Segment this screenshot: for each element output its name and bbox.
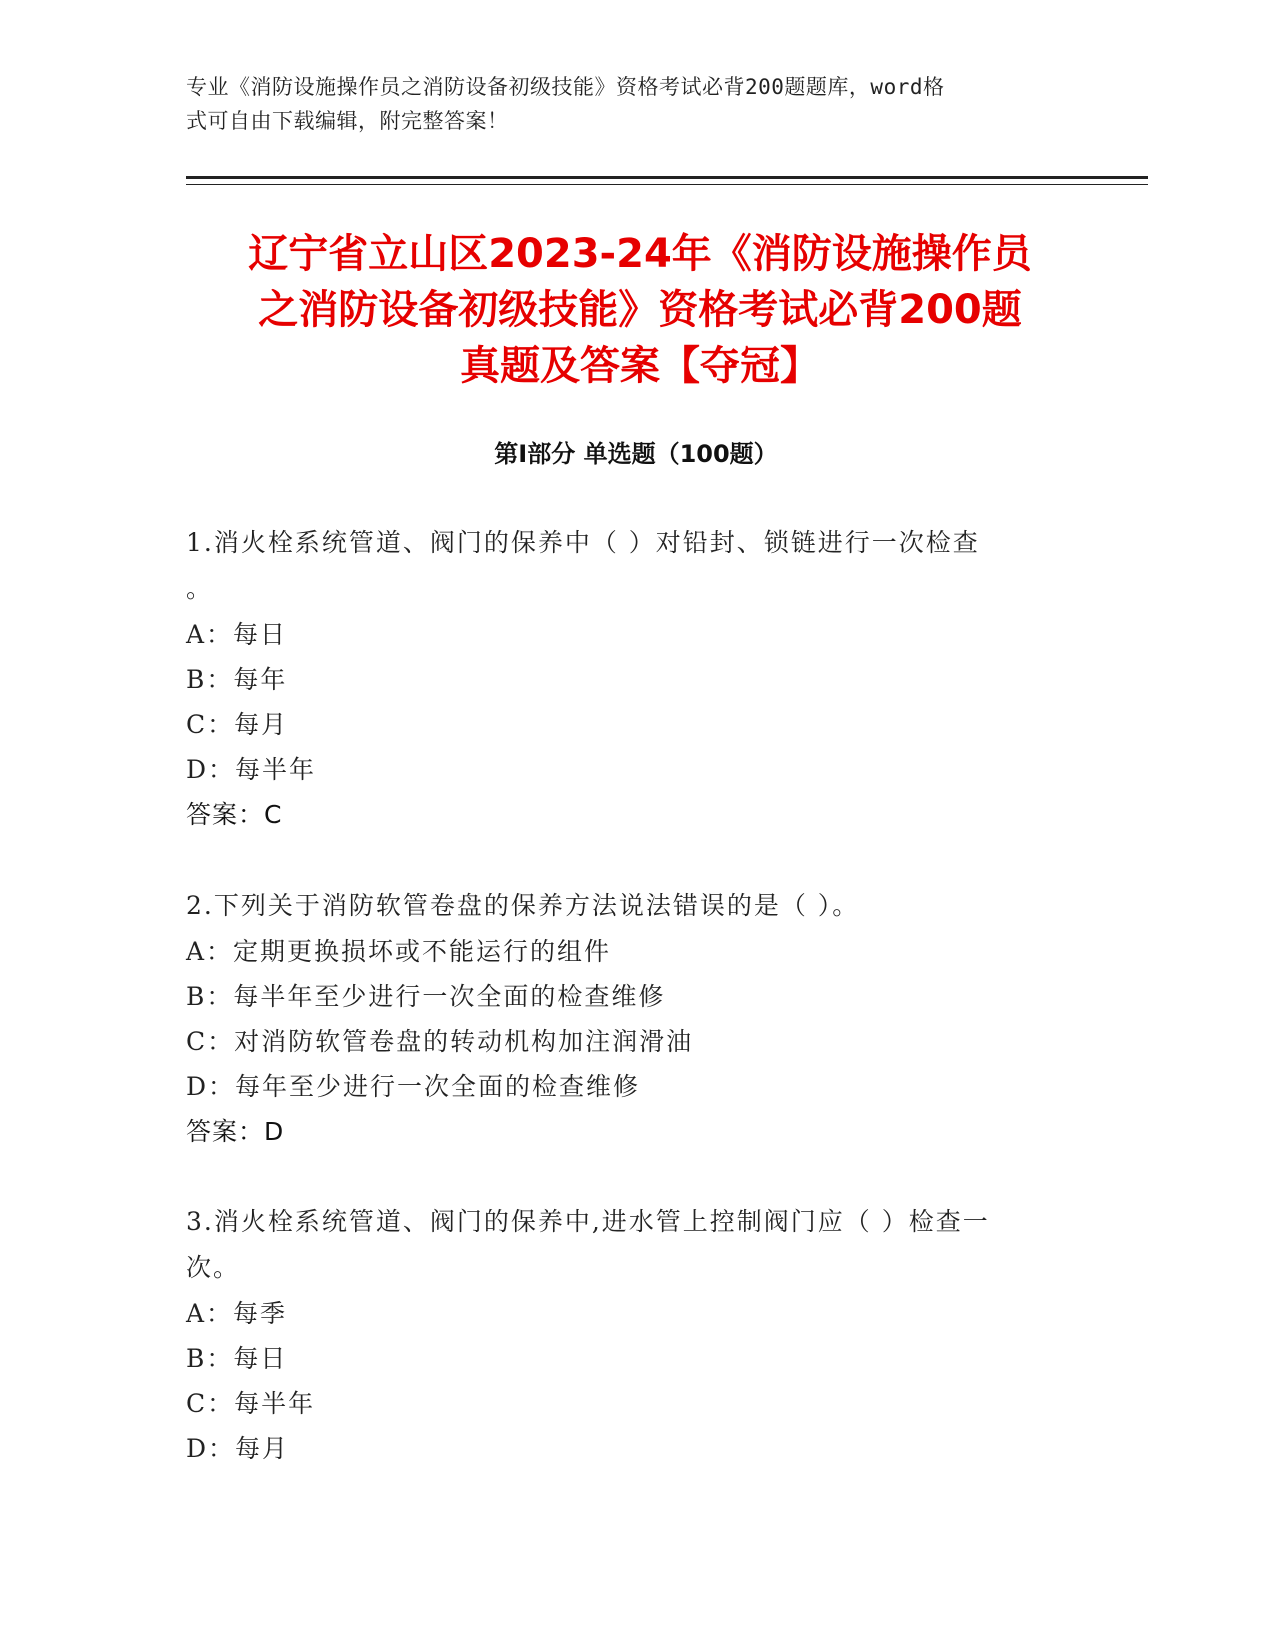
option-c: C：每半年 — [186, 1389, 316, 1418]
option-a: A：定期更换损坏或不能运行的组件 — [186, 937, 612, 966]
option-a: A：每日 — [186, 620, 288, 649]
option-d: D：每年至少进行一次全面的检查维修 — [186, 1072, 641, 1101]
question-stem: 2.下列关于消防软管卷盘的保养方法说法错误的是（ ）。 — [186, 891, 860, 920]
header-divider-thick — [186, 176, 1148, 179]
title-line-2: 之消防设备初级技能》资格考试必背200题 — [258, 287, 1022, 333]
option-d: D：每月 — [186, 1434, 290, 1463]
option-b: B：每日 — [186, 1344, 288, 1373]
section-heading: 第Ⅰ部分 单选题（100题） — [494, 440, 778, 468]
option-b: B：每半年至少进行一次全面的检查维修 — [186, 982, 666, 1011]
question-stem-continuation: 。 — [186, 574, 214, 603]
question-stem-continuation: 次。 — [186, 1253, 241, 1282]
question-stem: 3.消火栓系统管道、阀门的保养中,进水管上控制阀门应（ ）检查一 — [186, 1207, 990, 1236]
header-note-line-1: 专业《消防设施操作员之消防设备初级技能》资格考试必背200题题库，word格 — [186, 75, 945, 99]
answer: 答案：C — [186, 800, 283, 829]
answer: 答案：D — [186, 1117, 285, 1146]
question-3 — [186, 1199, 1066, 1471]
option-c: C：每月 — [186, 710, 289, 739]
header-note-line-2: 式可自由下载编辑，附完整答案！ — [186, 109, 509, 133]
option-a: A：每季 — [186, 1299, 288, 1328]
header-divider-thin — [186, 184, 1148, 185]
option-c: C：对消防软管卷盘的转动机构加注润滑油 — [186, 1027, 694, 1056]
title-line-1: 辽宁省立山区2023-24年《消防设施操作员 — [248, 231, 1032, 277]
question-1 — [186, 520, 1066, 838]
header-note — [186, 70, 1066, 138]
title-line-3: 真题及答案【夺冠】 — [460, 343, 820, 389]
option-b: B：每年 — [186, 665, 288, 694]
document-title — [190, 226, 1090, 394]
question-2 — [186, 883, 1066, 1155]
question-stem: 1.消火栓系统管道、阀门的保养中（ ）对铅封、锁链进行一次检查 — [186, 528, 980, 557]
option-d: D：每半年 — [186, 755, 317, 784]
